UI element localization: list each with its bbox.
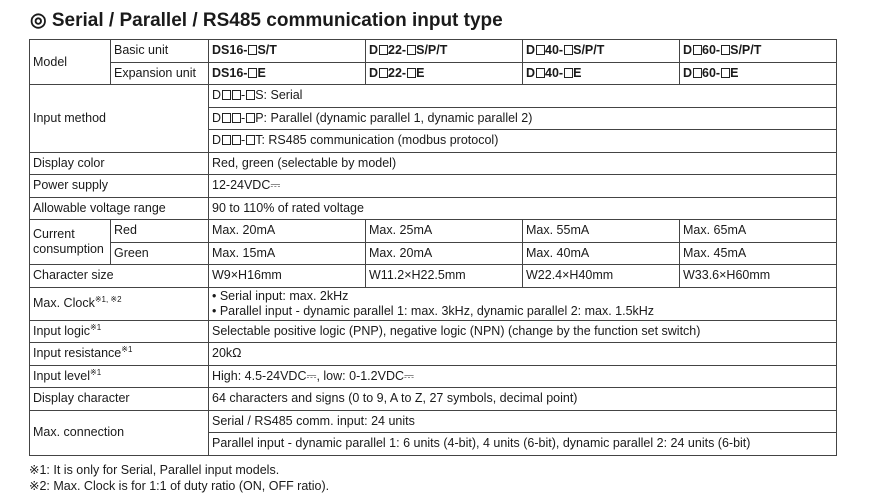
character-size-d40: W22.4×H40mm — [523, 265, 680, 288]
character-size-d22: W11.2×H22.5mm — [366, 265, 523, 288]
placeholder-box-icon — [232, 135, 241, 145]
table-row — [30, 152, 837, 175]
input-resistance-value: 20kΩ — [209, 343, 837, 366]
input-level-label: Input level$^{※1}$ — [30, 365, 209, 388]
placeholder-box-icon — [222, 113, 231, 123]
table-row — [30, 265, 837, 288]
current-consumption-label: Current consumption — [30, 220, 111, 265]
table-row — [30, 85, 837, 108]
placeholder-box-icon — [232, 90, 241, 100]
current-green-d60: Max. 45mA — [680, 242, 837, 265]
current-red-d22: Max. 25mA — [366, 220, 523, 243]
placeholder-box-icon — [564, 45, 573, 55]
spec-table — [29, 39, 837, 456]
placeholder-box-icon — [232, 113, 241, 123]
placeholder-box-icon — [693, 68, 702, 78]
input-method-label: Input method — [30, 85, 209, 153]
current-red-label: Red — [111, 220, 209, 243]
basic-ds16: DS16- S/T — [209, 40, 366, 63]
current-red-ds16: Max. 20mA — [209, 220, 366, 243]
footnote-2: ※2: Max. Clock is for 1:1 of duty ratio (ON, OFF ratio). — [29, 479, 330, 493]
footnote-ref: ※1 — [89, 367, 102, 377]
table-row — [30, 365, 837, 388]
current-green-d40: Max. 40mA — [523, 242, 680, 265]
expansion-ds16: DS16- E — [209, 62, 366, 85]
input-method-rs485: D - T: RS485 communication (modbus protocol) — [209, 130, 837, 153]
character-size-label: Character size — [30, 265, 209, 288]
table-row — [30, 320, 837, 343]
table-row — [30, 220, 837, 243]
character-size-d60: W33.6×H60mm — [680, 265, 837, 288]
input-resistance-label: Input resistance$^{※1}$ — [30, 343, 209, 366]
display-character-value: 64 characters and signs (0 to 9, A to Z, 27 symbols, decimal point) — [209, 388, 837, 411]
table-row — [30, 40, 837, 63]
max-connection-label: Max. connection — [30, 410, 209, 455]
power-supply-label: Power supply — [30, 175, 209, 198]
basic-d22: D 22- S/P/T — [366, 40, 523, 63]
basic-d40: D 40- S/P/T — [523, 40, 680, 63]
current-green-label: Green — [111, 242, 209, 265]
table-row — [30, 62, 837, 85]
input-level-value: High: 4.5-24VDC⎓, low: 0-1.2VDC⎓ — [209, 365, 837, 388]
placeholder-box-icon — [379, 68, 388, 78]
table-row — [30, 197, 837, 220]
footnote-ref: ※1 — [121, 345, 133, 355]
placeholder-box-icon — [222, 90, 231, 100]
expansion-d22: D 22- E — [366, 62, 523, 85]
display-color-value: Red, green (selectable by model) — [209, 152, 837, 175]
placeholder-box-icon — [721, 45, 730, 55]
basic-unit-label: Basic unit — [111, 40, 209, 63]
table-row — [30, 343, 837, 366]
input-method-parallel: D - P: Parallel (dynamic parallel 1, dynamic parallel 2) — [209, 107, 837, 130]
display-character-label: Display character — [30, 388, 209, 411]
expansion-d60: D 60- E — [680, 62, 837, 85]
placeholder-box-icon — [564, 68, 573, 78]
max-clock-value: • Serial input: max. 2kHz • Parallel input - dynamic parallel 1: max. 3kHz, dynamic parallel 2: max. 1.5kHz — [209, 287, 837, 320]
placeholder-box-icon — [246, 90, 255, 100]
footnote-ref: ※1 — [89, 322, 102, 332]
placeholder-box-icon — [246, 135, 255, 145]
page-title: ◎ Serial / Parallel / RS485 communication input type — [30, 10, 503, 31]
max-connection-parallel: Parallel input - dynamic parallel 1: 6 units (4-bit), 4 units (6-bit), dynamic parallel 2: 24 units (6-bit) — [209, 433, 837, 456]
max-clock-label: Max. Clock$^{※1, ※2}$ — [30, 287, 209, 320]
placeholder-box-icon — [248, 68, 257, 78]
footnote-ref: ※1, ※2 — [94, 295, 122, 304]
placeholder-box-icon — [222, 135, 231, 145]
input-logic-value: Selectable positive logic (PNP), negative logic (NPN) (change by the function set switch) — [209, 320, 837, 343]
character-size-ds16: W9×H16mm — [209, 265, 366, 288]
model-label: Model — [30, 40, 111, 85]
footnotes — [29, 462, 329, 494]
table-row — [30, 175, 837, 198]
power-supply-value: 12-24VDC⎓ — [209, 175, 837, 198]
input-logic-label: Input logic$^{※1}$ — [30, 320, 209, 343]
display-color-label: Display color — [30, 152, 209, 175]
placeholder-box-icon — [379, 45, 388, 55]
placeholder-box-icon — [693, 45, 702, 55]
placeholder-box-icon — [248, 45, 257, 55]
current-red-d60: Max. 65mA — [680, 220, 837, 243]
allowable-voltage-label: Allowable voltage range — [30, 197, 209, 220]
expansion-unit-label: Expansion unit — [111, 62, 209, 85]
footnote-1: ※1: It is only for Serial, Parallel input models. — [29, 463, 280, 477]
current-red-d40: Max. 55mA — [523, 220, 680, 243]
table-row — [30, 242, 837, 265]
current-green-d22: Max. 20mA — [366, 242, 523, 265]
allowable-voltage-value: 90 to 110% of rated voltage — [209, 197, 837, 220]
placeholder-box-icon — [407, 45, 416, 55]
placeholder-box-icon — [246, 113, 255, 123]
expansion-d40: D 40- E — [523, 62, 680, 85]
placeholder-box-icon — [407, 68, 416, 78]
placeholder-box-icon — [721, 68, 730, 78]
max-connection-serial: Serial / RS485 comm. input: 24 units — [209, 410, 837, 433]
placeholder-box-icon — [536, 68, 545, 78]
table-row — [30, 388, 837, 411]
placeholder-box-icon — [536, 45, 545, 55]
table-row — [30, 287, 837, 320]
basic-d60: D 60- S/P/T — [680, 40, 837, 63]
input-method-serial: D - S: Serial — [209, 85, 837, 108]
table-row — [30, 410, 837, 433]
current-green-ds16: Max. 15mA — [209, 242, 366, 265]
